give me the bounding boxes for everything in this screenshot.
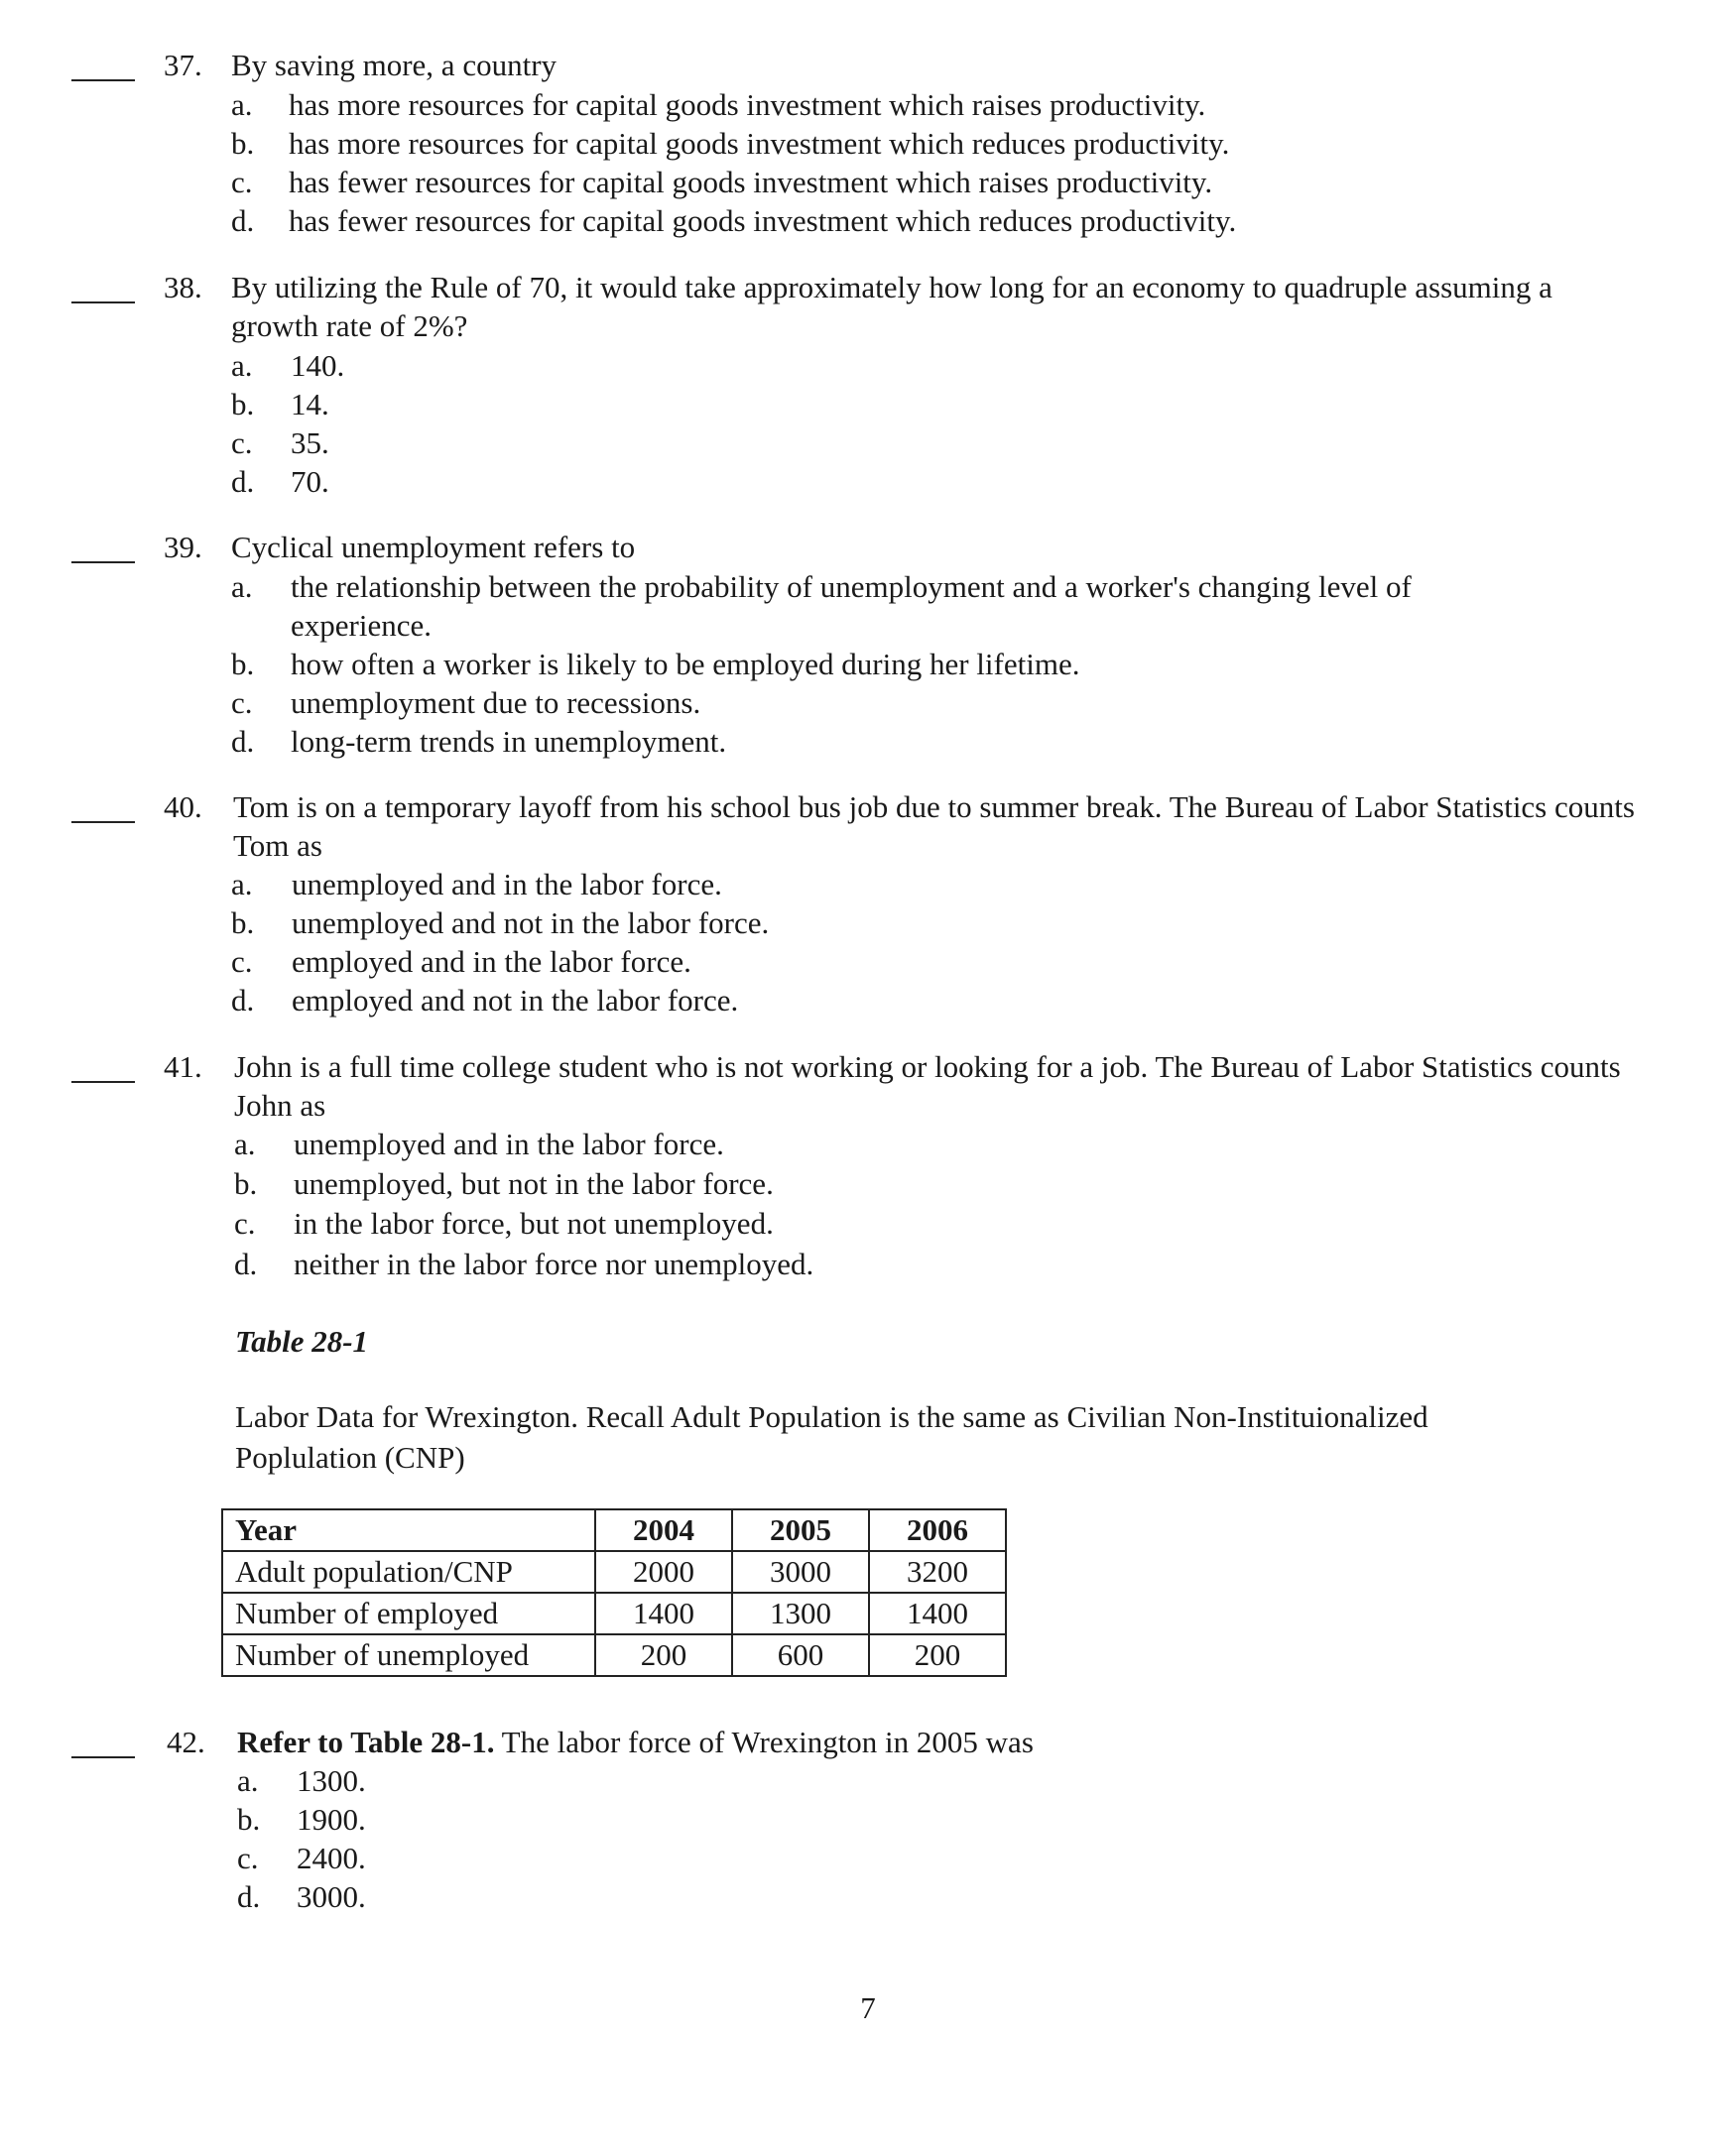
question-stem: Refer to Table 28-1. The labor force of Wrexington in 2005 was xyxy=(237,1725,1034,1759)
question-number: 37. xyxy=(164,48,202,82)
table-row xyxy=(222,1593,1006,1634)
table-reference: Refer to Table 28-1. xyxy=(237,1725,495,1759)
table-cell: 600 xyxy=(732,1634,869,1676)
question-number: 38. xyxy=(164,270,202,304)
answer-blank[interactable] xyxy=(71,301,135,303)
table-header-cell: 2005 xyxy=(732,1509,869,1551)
answer-blank[interactable] xyxy=(71,1081,135,1083)
table-header-cell: Year xyxy=(222,1509,595,1551)
table-cell: 1300 xyxy=(732,1593,869,1634)
table-cell: 1400 xyxy=(595,1593,732,1634)
labor-data-table xyxy=(221,1508,1007,1677)
table-cell: 200 xyxy=(595,1634,732,1676)
question-stem: John is a full time college student who is not working or looking for a job. The Bureau of Labor Statistics counts John as xyxy=(234,1049,1621,1123)
table-cell: 3200 xyxy=(869,1551,1006,1593)
answer-blank[interactable] xyxy=(71,79,135,81)
table-cell: 1400 xyxy=(869,1593,1006,1634)
question-stem: Tom is on a temporary layoff from his school bus job due to summer break. The Bureau of Labor Statistics counts Tom as xyxy=(233,789,1635,863)
answer-blank[interactable] xyxy=(71,821,135,823)
table-header-row xyxy=(222,1509,1006,1551)
table-cell: Adult population/CNP xyxy=(222,1551,595,1593)
table-header-cell: 2006 xyxy=(869,1509,1006,1551)
question-number: 39. xyxy=(164,530,202,564)
answer-blank[interactable] xyxy=(71,1756,135,1758)
table-cell: 200 xyxy=(869,1634,1006,1676)
table-cell: 3000 xyxy=(732,1551,869,1593)
question-stem: By saving more, a country xyxy=(231,48,558,82)
table-cell: 2000 xyxy=(595,1551,732,1593)
table-note: Labor Data for Wrexington. Recall Adult Population is the same as Civilian Non-Instituionalized Poplulation (CNP) xyxy=(235,1399,1428,1475)
table-cell: Number of employed xyxy=(222,1593,595,1634)
table-cell: Number of unemployed xyxy=(222,1634,595,1676)
question-stem: By utilizing the Rule of 70, it would take approximately how long for an economy to quadruple assuming a growth rate of 2%? xyxy=(231,270,1552,343)
question-number: 42. xyxy=(167,1725,205,1759)
table-header-cell: 2004 xyxy=(595,1509,732,1551)
table-caption: Table 28-1 xyxy=(235,1324,369,1359)
page-number: 7 xyxy=(860,1990,876,2025)
table-row xyxy=(222,1634,1006,1676)
answer-blank[interactable] xyxy=(71,561,135,563)
question-number: 40. xyxy=(164,789,202,824)
table-row xyxy=(222,1551,1006,1593)
question-number: 41. xyxy=(164,1049,202,1084)
question-stem: Cyclical unemployment refers to xyxy=(231,530,636,564)
